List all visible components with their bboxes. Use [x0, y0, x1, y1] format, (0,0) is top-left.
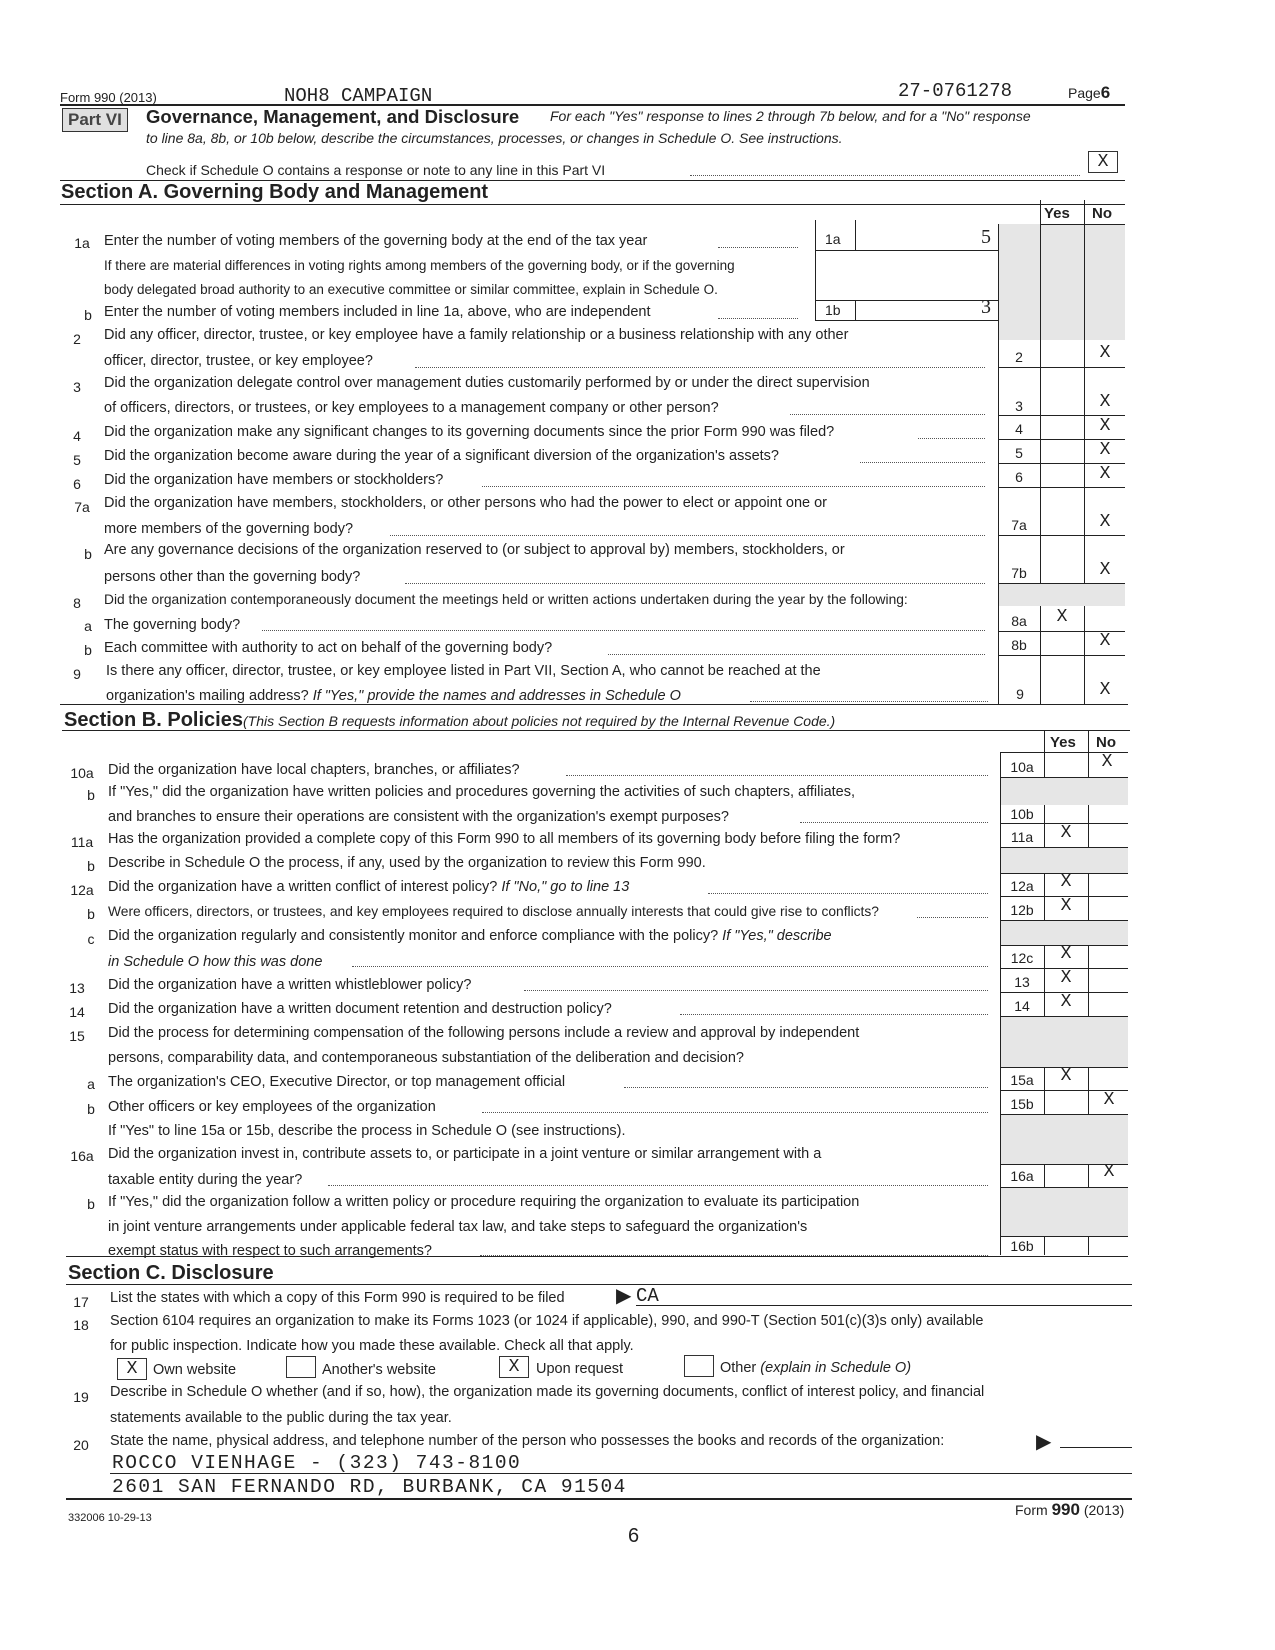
- line-2-no[interactable]: X: [1099, 343, 1111, 363]
- books-contact-name-phone[interactable]: ROCCO VIENHAGE - (323) 743-8100: [112, 1452, 522, 1474]
- line-7b-num: b: [84, 546, 92, 562]
- line-3-num: 3: [73, 379, 81, 395]
- line-10a-ref: 10a: [1010, 759, 1034, 775]
- line-17-num: 17: [73, 1294, 89, 1310]
- line-16b-text-2: in joint venture arrangements under applicable federal tax law, and take steps to safeguard the organization's: [108, 1219, 808, 1235]
- line-9-num: 9: [73, 666, 81, 682]
- line-7b-text-2: persons other than the governing body?: [104, 569, 361, 585]
- other-label: Other (explain in Schedule O): [720, 1360, 912, 1376]
- line-7a-num: 7a: [74, 499, 90, 515]
- line-12a-text: Did the organization have a written conflict of interest policy? If "No," go to line 13: [108, 879, 630, 895]
- line-16a-no[interactable]: X: [1103, 1162, 1115, 1182]
- line-15-text-2: persons, comparability data, and contemporaneous substantiation of the deliberation and decision?: [108, 1050, 744, 1066]
- line-15b-text: Other officers or key employees of the organization: [108, 1099, 436, 1115]
- arrow-icon: ▶: [616, 1285, 632, 1307]
- section-a-yes-header: Yes: [1044, 205, 1070, 222]
- line-1a-ref: 1a: [825, 231, 841, 247]
- line-9-text-1: Is there any officer, director, trustee, or key employee listed in Part VII, Section A, who cannot be reached at the: [106, 663, 821, 679]
- line-11a-ref: 11a: [1010, 829, 1034, 845]
- line-10b-ref: 10b: [1010, 806, 1034, 822]
- page-number: 6: [628, 1525, 640, 1547]
- line-12b-num: b: [87, 906, 95, 922]
- books-contact-address[interactable]: 2601 SAN FERNANDO RD, BURBANK, CA 91504: [112, 1476, 627, 1498]
- line-12c-text-2: in Schedule O how this was done: [108, 954, 323, 970]
- section-b-yes-header: Yes: [1050, 734, 1076, 751]
- arrow-icon-20: ▶: [1036, 1431, 1052, 1453]
- line-15-text-1: Did the process for determining compensation of the following persons include a review and approval by independent: [108, 1025, 860, 1041]
- ein: 27-0761278: [898, 80, 1013, 102]
- line-11a-text: Has the organization provided a complete copy of this Form 990 to all members of its governing body before filing the form?: [108, 831, 901, 847]
- line-12a-yes[interactable]: X: [1060, 872, 1072, 892]
- line-14-num: 14: [69, 1004, 85, 1020]
- line-1b-ref: 1b: [825, 302, 841, 318]
- line-7a-no[interactable]: X: [1099, 512, 1111, 532]
- another-website-checkbox[interactable]: [286, 1356, 316, 1378]
- line-1b-value[interactable]: 3: [981, 296, 991, 318]
- line-11a-yes[interactable]: X: [1060, 823, 1072, 843]
- line-8a-text: The governing body?: [104, 617, 241, 633]
- line-16a-num: 16a: [70, 1148, 94, 1164]
- own-website-label: Own website: [153, 1362, 237, 1378]
- line-16b-ref: 16b: [1010, 1238, 1034, 1254]
- footer-form-label: Form 990 (2013): [1015, 1500, 1125, 1519]
- line-12a-num: 12a: [70, 882, 94, 898]
- section-b-no-header: No: [1096, 734, 1116, 751]
- part-instructions-2: to line 8a, 8b, or 10b below, describe the circumstances, processes, or changes in Schedule O. See instructions.: [146, 130, 843, 146]
- section-b-subtitle: (This Section B requests information about policies not required by the Internal Revenue Code.): [243, 713, 836, 729]
- line-19-text-1: Describe in Schedule O whether (and if so, how), the organization made its governing documents, conflict of interest policy, and financial: [110, 1384, 985, 1400]
- line-2-num: 2: [73, 331, 81, 347]
- line-3-text-2: of officers, directors, or trustees, or key employees to a management company or other person?: [104, 400, 719, 416]
- line-6-num: 6: [73, 476, 81, 492]
- another-website-label: Another's website: [322, 1362, 436, 1378]
- line-1b-text: Enter the number of voting members included in line 1a, above, who are independent: [104, 304, 651, 320]
- line-5-ref: 5: [1015, 445, 1023, 461]
- line-13-yes[interactable]: X: [1060, 968, 1072, 988]
- line-4-text: Did the organization make any significant changes to its governing documents since the prior Form 990 was filed?: [104, 424, 835, 440]
- line-15a-text: The organization's CEO, Executive Director, or top management official: [108, 1074, 566, 1090]
- line-16a-text-1: Did the organization invest in, contribute assets to, or participate in a joint venture or similar arrangement with a: [108, 1146, 822, 1162]
- line-1a-value[interactable]: 5: [981, 226, 991, 248]
- line-20-num: 20: [73, 1437, 89, 1453]
- other-checkbox[interactable]: [684, 1355, 714, 1377]
- line-8b-no[interactable]: X: [1099, 631, 1111, 651]
- line-11b-text: Describe in Schedule O the process, if any, used by the organization to review this Form 990.: [108, 855, 706, 871]
- line-12b-text: Were officers, directors, or trustees, and key employees required to disclose annually interests that could give rise to conflicts?: [108, 904, 879, 919]
- line-8b-text: Each committee with authority to act on behalf of the governing body?: [104, 640, 553, 656]
- line-7a-text-2: more members of the governing body?: [104, 521, 354, 537]
- line-14-text: Did the organization have a written document retention and destruction policy?: [108, 1001, 612, 1017]
- line-12c-num: c: [87, 931, 95, 947]
- line-8a-yes[interactable]: X: [1056, 607, 1068, 627]
- line-1a-text: Enter the number of voting members of the governing body at the end of the tax year: [104, 233, 648, 249]
- form-label: Form 990 (2013): [60, 90, 157, 105]
- line-7a-text-1: Did the organization have members, stockholders, or other persons who had the power to elect or appoint one or: [104, 495, 827, 511]
- line-9-ref: 9: [1016, 686, 1024, 702]
- line-4-no[interactable]: X: [1099, 416, 1111, 436]
- line-14-yes[interactable]: X: [1060, 992, 1072, 1012]
- line-12c-text-1: Did the organization regularly and consistently monitor and enforce compliance with the policy? If "Yes," describe: [108, 928, 832, 944]
- org-name: NOH8 CAMPAIGN: [284, 85, 433, 107]
- line-8a-num: a: [84, 618, 92, 634]
- line-3-no[interactable]: X: [1099, 392, 1111, 412]
- line-7b-text-1: Are any governance decisions of the organization reserved to (or subject to approval by) members, stockholders, or: [104, 542, 845, 558]
- line-9-text-2: organization's mailing address? If "Yes," provide the names and addresses in Schedule O: [106, 688, 681, 704]
- line-4-ref: 4: [1015, 421, 1023, 437]
- line-11b-num: b: [87, 858, 95, 874]
- line-12b-ref: 12b: [1010, 902, 1034, 918]
- line-19-num: 19: [73, 1389, 89, 1405]
- form-code: 332006 10-29-13: [68, 1512, 152, 1524]
- line-12a-ref: 12a: [1010, 878, 1034, 894]
- schedule-o-checkbox[interactable]: X: [1088, 151, 1118, 173]
- line-6-text: Did the organization have members or stockholders?: [104, 472, 444, 488]
- line-18-text-2: for public inspection. Indicate how you made these available. Check all that apply.: [110, 1338, 634, 1354]
- line-7a-ref: 7a: [1011, 517, 1027, 533]
- line-8b-num: b: [84, 642, 92, 658]
- section-c-title: Section C. Disclosure: [68, 1262, 274, 1284]
- upon-request-checkbox[interactable]: X: [499, 1356, 529, 1378]
- line-1a-num: 1a: [74, 235, 90, 251]
- line-17-text: List the states with which a copy of this Form 990 is required to be filed: [110, 1290, 565, 1306]
- line-1a-note-1: If there are material differences in voting rights among members of the governing body, or if the governing: [104, 258, 735, 273]
- section-a-no-header: No: [1092, 205, 1112, 222]
- line-10b-num: b: [87, 787, 95, 803]
- line-15-num: 15: [69, 1028, 85, 1044]
- line-16a-ref: 16a: [1010, 1168, 1034, 1184]
- line-10b-text-1: If "Yes," did the organization have written policies and procedures governing the activities of such chapters, affiliates,: [108, 784, 856, 800]
- line-6-no[interactable]: X: [1099, 464, 1111, 484]
- line-1a-note-2: body delegated broad authority to an executive committee or similar committee, explain in Schedule O.: [104, 282, 718, 297]
- page-label: Page6: [1068, 83, 1111, 102]
- line-2-text-2: officer, director, trustee, or key employee?: [104, 353, 373, 369]
- line-8a-ref: 8a: [1011, 613, 1027, 629]
- line-16b-text-1: If "Yes," did the organization follow a written policy or procedure requiring the organization to evaluate its participation: [108, 1194, 860, 1210]
- part-title: Governance, Management, and Disclosure: [146, 106, 520, 127]
- line-15a-num: a: [87, 1076, 95, 1092]
- line-12c-ref: 12c: [1010, 950, 1034, 966]
- line-10b-text-2: and branches to ensure their operations are consistent with the organization's exempt purposes?: [108, 809, 730, 825]
- line-19-text-2: statements available to the public during the tax year.: [110, 1410, 452, 1426]
- part-tag: Part VI: [62, 108, 128, 132]
- line-15b-ref: 15b: [1010, 1096, 1034, 1112]
- line-3-text-1: Did the organization delegate control over management duties customarily performed by or under the direct supervision: [104, 375, 870, 391]
- line-5-no[interactable]: X: [1099, 440, 1111, 460]
- line-15a-ref: 15a: [1010, 1072, 1034, 1088]
- line-14-ref: 14: [1014, 998, 1030, 1014]
- line-8b-ref: 8b: [1011, 637, 1027, 653]
- section-a-title: Section A. Governing Body and Management: [61, 181, 489, 203]
- line-13-text: Did the organization have a written whistleblower policy?: [108, 977, 472, 993]
- line-12c-yes[interactable]: X: [1060, 944, 1072, 964]
- line-16b-text-3: exempt status with respect to such arrangements?: [108, 1243, 432, 1259]
- line-6-ref: 6: [1015, 469, 1023, 485]
- line-15b-num: b: [87, 1101, 95, 1117]
- line-2-ref: 2: [1015, 349, 1023, 365]
- schedule-o-check-label: Check if Schedule O contains a response or note to any line in this Part VI: [146, 162, 606, 178]
- line-10a-text: Did the organization have local chapters, branches, or affiliates?: [108, 762, 520, 778]
- line-15a-yes[interactable]: X: [1060, 1066, 1072, 1086]
- line-16a-text-2: taxable entity during the year?: [108, 1172, 303, 1188]
- line-5-num: 5: [73, 452, 81, 468]
- line-13-num: 13: [69, 980, 85, 996]
- line-13-ref: 13: [1014, 974, 1030, 990]
- line-5-text: Did the organization become aware during the year of a significant diversion of the organization's assets?: [104, 448, 779, 464]
- line-7b-no[interactable]: X: [1099, 560, 1111, 580]
- line-10a-no[interactable]: X: [1101, 752, 1113, 772]
- line-16b-num: b: [87, 1196, 95, 1212]
- line-4-num: 4: [73, 428, 81, 444]
- part-instructions-1: For each "Yes" response to lines 2 through 7b below, and for a "No" response: [550, 108, 1031, 124]
- line-18-num: 18: [73, 1317, 89, 1333]
- line-15b-no[interactable]: X: [1103, 1090, 1115, 1110]
- line-3-ref: 3: [1015, 398, 1023, 414]
- line-2-text-1: Did any officer, director, trustee, or key employee have a family relationship or a business relationship with any other: [104, 327, 849, 343]
- line-1b-num: b: [84, 307, 92, 323]
- line-11a-num: 11a: [70, 834, 94, 850]
- line-10a-num: 10a: [70, 765, 94, 781]
- line-8-text: Did the organization contemporaneously document the meetings held or written actions undertaken during the year by the following:: [104, 592, 908, 607]
- line-18-text-1: Section 6104 requires an organization to make its Forms 1023 (or 1024 if applicable), 990, and 990-T (Section 501(c)(3)s only) available: [110, 1313, 984, 1329]
- own-website-checkbox[interactable]: X: [117, 1358, 147, 1380]
- upon-request-label: Upon request: [536, 1361, 624, 1377]
- line-9-no[interactable]: X: [1099, 680, 1111, 700]
- line-8-num: 8: [73, 595, 81, 611]
- section-b-title: Section B. Policies: [64, 709, 243, 731]
- line-20-text: State the name, physical address, and telephone number of the person who possesses the books and records of the organization:: [110, 1433, 945, 1449]
- line-15-note: If "Yes" to line 15a or 15b, describe the process in Schedule O (see instructions).: [108, 1123, 626, 1139]
- line-17-states[interactable]: CA: [636, 1285, 659, 1307]
- line-7b-ref: 7b: [1011, 565, 1027, 581]
- line-12b-yes[interactable]: X: [1060, 896, 1072, 916]
